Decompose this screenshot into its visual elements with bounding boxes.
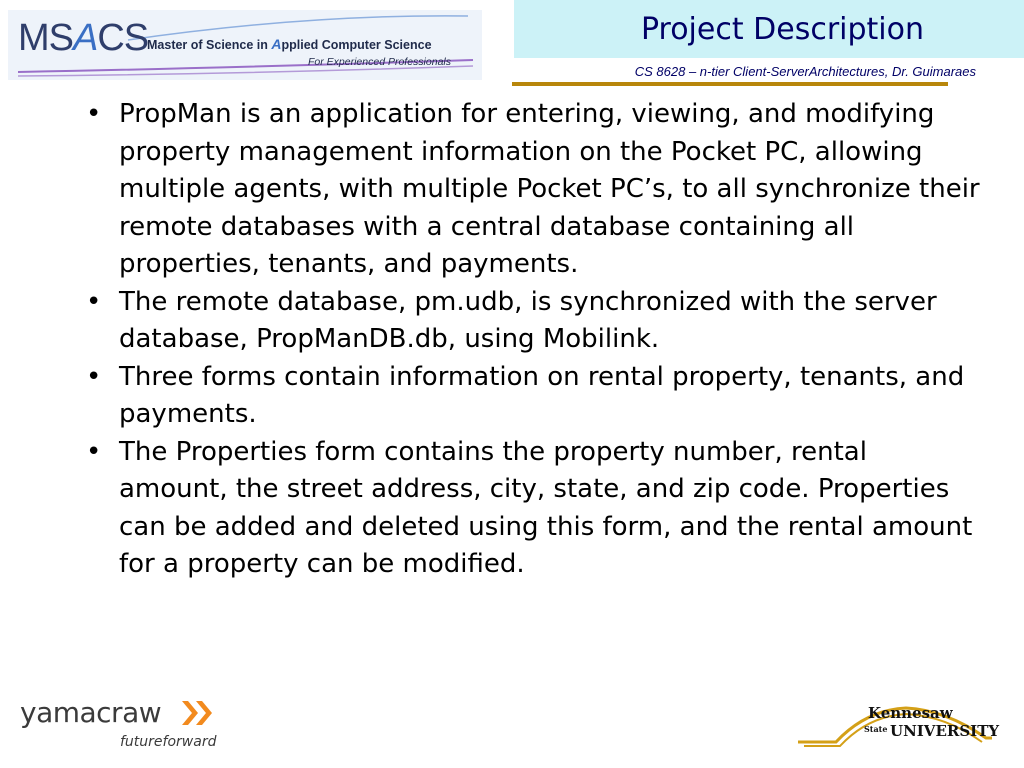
bullet-icon: • (86, 436, 102, 467)
yamacraw-wordmark: yamacraw (20, 696, 162, 729)
bullet-icon: • (86, 361, 102, 392)
logo-msacs-text: MSACS (18, 17, 149, 59)
bullet-icon: • (86, 99, 102, 129)
bullet-text: The remote database, pm.udb, is synchronized with the server database, PropManDB.db, using Mobilink. (119, 286, 937, 354)
ksu-logo (796, 698, 1000, 750)
bullet-item (82, 284, 982, 359)
bullet-item (82, 434, 982, 584)
ksu-state: State (864, 724, 888, 734)
bullet-text: PropMan is an application for entering, viewing, and modifying property management information on the Pocket PC, allowing multiple agents, with multiple Pocket PC’s, to all synchronize their remote databases with a central database containing all properties, tenants, and payments. (119, 99, 980, 279)
logo-tagline: For Experienced Professionals (308, 56, 451, 68)
bullet-icon: • (86, 286, 102, 317)
bullet-text: The Properties form contains the property number, rental amount, the street address, city, state, and zip code. Properties can be added and deleted using this form, and the rental amount for a property can be modified. (119, 436, 973, 579)
msacs-logo (8, 10, 482, 80)
bullet-item (82, 96, 982, 284)
yamacraw-tagline: futureforward (120, 734, 217, 750)
chevron-arrows-icon (180, 698, 216, 728)
title-box (514, 0, 1024, 58)
header-rule (512, 82, 948, 86)
ksu-name-line2: UNIVERSITY (890, 722, 1000, 740)
logo-program-name: Master of Science in Applied Computer Science (147, 36, 432, 52)
bullet-item (82, 359, 982, 434)
bullet-list (82, 96, 982, 584)
slide-title: Project Description (640, 12, 924, 47)
yamacraw-logo (20, 696, 217, 750)
bullet-text: Three forms contain information on rental property, tenants, and payments. (119, 361, 965, 429)
course-subtitle: CS 8628 – n-tier Client-ServerArchitectures, Dr. Guimaraes (634, 64, 976, 79)
ksu-name-line1: Kennesaw (868, 704, 953, 722)
